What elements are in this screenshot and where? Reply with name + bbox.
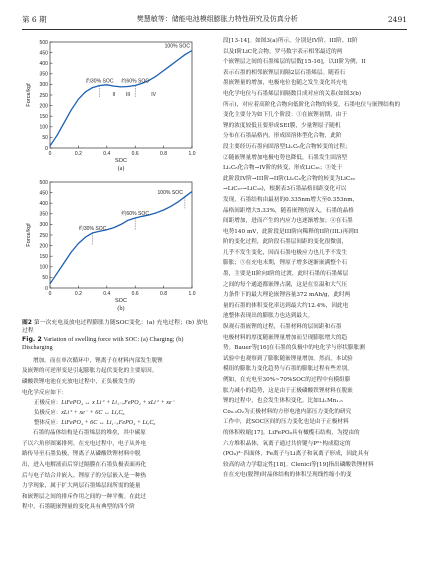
annotation-label: 约60% SOC [121,78,150,85]
body-text-line: 增加。而在单次循环中，锂离子在材料内部发生脱锂 [33,357,163,364]
body-text-line: 试验中也观察到了膨胀随嵌锂量增加。然而，本试验 [223,355,353,362]
body-text-line: 池整体表现出的膨胀力也达到最大。 [223,313,314,320]
y-tick-label: 350 [39,71,48,78]
body-text-line: 胀力减小的趋势，这是由于正极磷酸铁锂材料在脱嵌 [223,387,353,394]
annotation-label: IV [151,92,157,99]
article-title: 樊慧敏等：储能电池模组膨胀力特性研究及仿真分析 [136,15,298,23]
x-tick-label: 1.0 [188,291,196,297]
body-text-line: 子以六角形图案排列。在充电过程中，电子从外电 [22,440,147,447]
body-text-line: 此阶段IV阶→III阶→II阶(LiₓC₆化合物的转变为LiC₃₆ [223,175,355,182]
body-text-line: 石墨的晶体结构是石墨烯层的堆垒，其中碳原 [33,430,146,437]
chart-a-charging [22,36,212,176]
equation [22,418,212,428]
y-tick-label: 50 [42,135,48,142]
body-text-line: 晶格间距增大5.33%，随着嵌锂的深入，石墨的晶格 [223,207,354,214]
y-tick-label: 450 [39,50,48,57]
running-header [22,12,407,26]
x-tick-label: 0.8 [160,151,168,157]
body-text-line: 发现，石墨结构由最初的0.335nm增大至0.353nm， [223,196,359,203]
annotation-label: 100% SOC [164,43,190,50]
body-text-line: 段[13-14]。如图3(a)所示，分别是IV阶、III阶、II阶 [223,38,358,44]
x-tick-label: 1.0 [188,151,196,157]
body-text-line: 间距增加，进而产生的内应力也逐渐增加；④在石墨 [223,218,353,225]
body-text-line: 电极材料的厚度随嵌锂量增加而呈现膨胀增大的趋 [223,334,348,341]
equations-block [22,398,212,428]
annotation-label: 100% SOC [157,189,183,196]
left-body-paragraph-1 [22,356,212,398]
body-text-line: 六方堆积晶体，氧离子通过共价键与P⁵⁺构成稳定的 [223,440,351,447]
body-text-line: 在在充电(脱锂)时晶体结构的体积呈现线性缩小的变 [223,472,352,479]
x-tick-label: 0.6 [131,151,139,157]
series-line [50,189,192,284]
x-axis-label: SOC [114,298,128,304]
body-text-line: 分布在石墨晶格内，形成固溶体型化合物，此阶 [223,133,342,140]
x-tick-label: 0.4 [103,151,111,157]
body-text-line: 力条件下的最大理论嵌锂容量372 mAh/g，此时两 [223,292,351,299]
body-text-line: 程中，石墨随嵌锂量的变化具有典型的四个阶 [22,504,135,511]
y-tick-label: 450 [39,190,48,197]
body-text-line: 膨胀；⑤在充电末期，锂原子增多逐渐嵌满整个石 [223,260,348,267]
equation-text: LiFePO₄ ↔ x Li⁺ + Li₁₋ₓFePO₄ + xLi⁺ + xe⁻ [61,400,175,407]
body-text-line: 后与电子结合并嵌入。锂原子的分层嵌入是一种热 [22,472,147,479]
series-line [50,51,192,146]
equation-label: 整体反应： [34,420,62,427]
y-tick-label: 150 [39,114,48,120]
body-text-line: 的体积收缩[17]。LiFePO₄具有橄榄石结构，为提由的 [223,429,360,436]
y-tick-label: 250 [39,92,48,99]
body-text-line: 力学现象，属于扩大两层石墨烯层间所需的能量 [22,483,141,490]
x-tick-label: 0.6 [131,291,139,297]
plot-frame [50,182,192,288]
equation-text: LiFePO₄ + 6C ↔ Li₁₋ₓFePO₄ + LiₓC₆ [61,420,156,427]
y-tick-label: 500 [39,39,48,46]
chart-b-discharging [22,176,212,316]
body-text-line: 纵观石墨嵌锂的过程，石墨材料的层间距和石墨 [223,324,342,331]
left-column [22,36,212,513]
body-text-line: 路传导至石墨负极，锂离子从磷酸铁锂材料中脱 [22,451,141,458]
body-text-line: (PO₄)³⁻四面体，Fe离子与Li离子和氧离子形成，因此具有 [223,451,369,458]
annotation-label: 约30% SOC [85,78,114,85]
figure-caption [22,319,212,352]
body-text-line: 较高的动力学稳定性[18]。Clenici等[19]指出磷酸铁锂材料 [223,461,374,468]
equation [22,398,212,408]
y-tick-label: 300 [39,222,48,229]
x-tick-label: 0.4 [103,291,111,297]
caption-en-label: Fig. 2 [22,335,42,343]
body-text-line: 及嵌锂的可逆形变是引起膨胀力起伏变化的主要原因。 [22,368,158,375]
y-axis-label: Force/kgf [26,83,32,107]
y-tick-label: 400 [39,61,48,67]
body-text-line: LiₓC₆化合物→IV阶的转变，形成LiC₃₆；③处于 [223,165,343,172]
body-text-line: 量的石墨的体积变化率达到最大约12.4%，因此电 [223,302,349,309]
x-tick-label: 0.8 [160,291,168,297]
y-tick-label: 100 [39,264,48,271]
y-tick-label: 200 [39,103,48,110]
x-tick-label: 0.2 [74,291,82,297]
x-tick-label: 0 [48,291,52,297]
y-tick-label: 350 [39,211,48,218]
x-tick-label: 0 [48,151,52,157]
y-tick-label: 0 [45,285,48,292]
caption-cn-label: 图2 [22,320,32,326]
body-text-line: 段主要经历石墨向固溶型LiₓC₆化合物转变的过程； [223,143,351,150]
body-text-line: 势。Bauer等[16]在石墨的负极中的电化学与形状膨胀测 [223,345,365,352]
body-text-line: ②随嵌锂量增加电极电势也降低，石墨发生固溶型 [223,154,348,161]
body-text-line: 表示石墨的相邻嵌锂层间隔2层石墨烯层。随着石 [223,69,346,76]
equation [22,408,212,418]
body-text-line: 模组的膨胀力变化趋势与石墨的膨胀过程有些差别， [223,366,353,373]
body-text-line: 阶的变化过程，此阶段石墨层间距的变化很微弱， [223,239,348,246]
body-text-line: 个嵌锂层之间的石墨烯层的层数[15-16]，以II阶为例，II [223,59,366,66]
body-text-line: 几乎不发生变化，因而石墨电极应力也几乎不发生 [223,249,348,256]
caption-cn: 第一次充电及放电过程膨胀力随SOC变化：(a) 充电过程；(b) 放电过程 [22,320,208,335]
equation-text: xLi⁺ + xe⁻ + 6C ↔ LiₓC₆ [61,410,125,417]
body-text-line: 电化学反应如下： [22,389,68,396]
body-text-line: 以及I阶LiC化合物。罗马数字表示相邻最近的两 [223,48,343,55]
header-rule [22,29,407,30]
y-tick-label: 50 [42,275,48,282]
right-body-text [223,36,408,481]
body-text-line: 墨嵌锂量的增加，电极电位也随之发生变化其充电 [223,80,348,87]
equation-label: 正极反应： [34,400,62,407]
left-body-paragraph-2 [22,428,212,513]
equation-label: 负极反应： [34,410,62,417]
body-text-line: 磷酸铁锂电池在充放电过程中，正负极发生的 [22,379,135,385]
annotation-label: 约60% SOC [121,211,150,218]
page-number: 2491 [387,14,407,24]
annotation-label: II [112,92,116,99]
body-text-line: 电势140 mV，此阶段是III阶向稀释的II阶(IIL)再到II [223,228,359,235]
y-tick-label: 400 [39,201,48,207]
body-text-line: 工作中，此SOC区间的压力变化也是由于正极材料 [223,419,349,426]
y-tick-label: 100 [39,124,48,131]
body-text-line: 锂的浓度较低且要形成SEI膜，少量锂原子随机 [223,122,341,129]
plot-frame [50,42,192,148]
body-text-line: 墨，主要是II阶向I阶的过渡，此时石墨的石墨烯层 [223,271,349,278]
body-text-line: →LiC₂₇→LiC₁₈)，根据表3石墨晶格间距变化可以 [223,186,347,193]
y-tick-label: 300 [39,82,48,89]
annotation-label: 约30% SOC [78,225,107,232]
x-tick-label: 0.2 [74,151,82,157]
body-text-line: 变化主要分为如下几个阶段：①在嵌锂初期，由于 [223,112,348,119]
right-column [223,36,408,481]
figure-2 [22,36,212,316]
caption-en: Variation of swelling force with SOC: (a) Charging; (b) Discharging [22,335,184,351]
body-text-line: 和嵌锂层之间的排斥作用之间的一种平衡。在此过 [22,493,147,500]
y-tick-label: 0 [45,145,48,152]
issue-number: 第 6 期 [22,14,47,24]
y-tick-label: 200 [39,243,48,250]
body-text-line: 出，进入电解液而后穿过隔膜在石墨负极表面再化 [22,461,147,468]
body-text-line: 之间的每个通道都嵌锂占满，这是在室温和大气压 [223,281,348,288]
body-text-line: 锂的过程中，也会发生体积变化。比如LiₓMn₁.₅ [223,398,343,405]
panel-label: (a) [117,166,125,172]
y-tick-label: 150 [39,254,48,260]
body-text-line: Co₀.₅O₂为正极材料的方形电池内部压力变化的研究 [223,408,352,415]
body-text-line: 所示)，对应着高阶化合物向低阶化合物的转变，石墨电位与嵌锂结构的 [223,101,401,108]
y-tick-label: 250 [39,232,48,239]
annotation-label: III [125,92,131,99]
x-axis-label: SOC [114,158,128,164]
body-text-line: 电化学电位与石墨烯层间隔数目成对应的关系(如图3(b) [223,90,362,97]
panel-label: (b) [117,306,125,312]
y-axis-label: Force/kgf [26,223,32,247]
body-text-line: 例如，在充电至30%~70%SOC的过程中有模组膨 [223,377,351,383]
y-tick-label: 500 [39,179,48,186]
